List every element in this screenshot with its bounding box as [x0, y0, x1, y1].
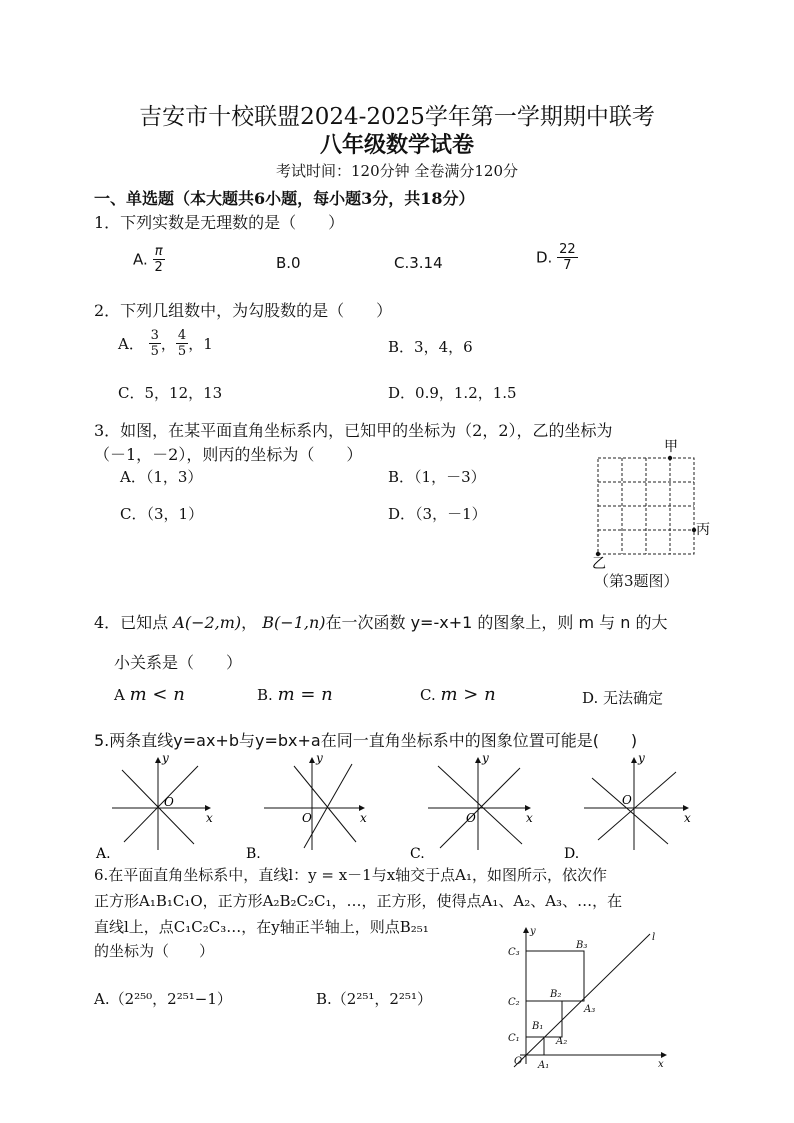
q4-option-b — [257, 684, 333, 705]
q5-b-origin: O — [302, 811, 312, 825]
q5-a-y-label: y — [162, 752, 169, 765]
q2-option-d: D．0.9，1.2，1.5 — [388, 384, 517, 402]
q6-label-a3: A₃ — [584, 1004, 596, 1015]
q6-stem-line3: 直线l上，点C₁C₂C₃…，在y轴正半轴上，则点B₂₅₁ — [94, 918, 429, 936]
q5-graph-d — [584, 758, 688, 850]
q6-option-b: B.（2²⁵¹，2²⁵¹） — [316, 990, 432, 1008]
q4-a-expr: m < n — [129, 684, 185, 705]
q3-grid — [598, 458, 694, 554]
q6-label-y: y — [530, 926, 536, 937]
q2-option-c: C．5，12，13 — [118, 384, 223, 402]
q2-a-d1: 5 — [150, 344, 159, 359]
q6-label-l: l — [652, 932, 656, 943]
q6-label-c2: C₂ — [508, 997, 520, 1008]
q1-option-a — [133, 244, 165, 275]
q4-stem-line2: 小关系是（ ） — [114, 653, 243, 672]
q6-stem-line1: 6.在平面直角坐标系中，直线l：y = x－1与x轴交于点A₁，如图所示，依次作 — [94, 866, 607, 884]
q3-point-jia — [668, 456, 672, 460]
q1-a-num: π — [153, 244, 165, 260]
q2-a-frac1 — [149, 328, 161, 359]
q4-option-c — [420, 684, 496, 705]
q2-a-d2: 5 — [177, 344, 187, 359]
q1-option-b: B.0 — [276, 254, 301, 272]
q5-label-a: A. — [96, 846, 111, 862]
q4-a-label: A — [114, 686, 125, 704]
q2-stem: 2．下列几组数中，为勾股数的是（ ） — [94, 301, 393, 320]
q4-c-label: C. — [420, 686, 436, 704]
q5-graph-c — [428, 758, 530, 850]
q3-option-c: C．（3，1） — [120, 505, 204, 523]
q5-a-x-label: x — [206, 811, 213, 825]
q2-a-frac2 — [176, 328, 188, 359]
q6-label-a1: A₁ — [538, 1060, 550, 1070]
q4-c-expr: m > n — [440, 684, 496, 705]
q5-graph-a — [112, 758, 210, 850]
q3-option-b: B．（1，－3） — [388, 468, 486, 486]
q2-a-sep: ， — [160, 335, 176, 353]
q3-figure-caption: （第3题图） — [594, 572, 679, 590]
q4-stem-line1 — [94, 610, 667, 633]
q1-a-fraction — [153, 244, 165, 275]
q6-label-b3: B₃ — [576, 940, 588, 951]
q4-option-a — [114, 684, 185, 705]
q1-option-c: C.3.14 — [394, 254, 443, 272]
q3-label-jia: 甲 — [664, 439, 678, 455]
q3-stem-line1: 3．如图，在某平面直角坐标系内，已知甲的坐标为（2，2），乙的坐标为 — [94, 421, 613, 440]
q6-label-b1: B₁ — [532, 1021, 544, 1032]
q1-option-d — [536, 242, 578, 273]
q4-point-a: A(−2,m) — [173, 613, 242, 632]
q3-grid-figure — [588, 434, 718, 570]
q5-c-x-label: x — [526, 811, 533, 825]
q3-label-yi: 乙 — [592, 556, 606, 570]
q6-stem-line4: 的坐标为（ ） — [94, 942, 215, 960]
q6-label-b2: B₂ — [550, 989, 562, 1000]
q6-option-a: A.（2²⁵⁰，2²⁵¹−1） — [94, 990, 232, 1008]
q4-point-b: B(−1,n) — [262, 613, 326, 632]
q1-stem: 1．下列实数是无理数的是（ ） — [94, 213, 345, 232]
q5-d-origin: O — [622, 793, 632, 807]
q5-a-origin: O — [164, 795, 174, 809]
q4-sep: ， — [241, 613, 258, 632]
q4-b-expr: m = n — [277, 684, 333, 705]
q3-stem-line2: （－1，－2），则丙的坐标为（ ） — [94, 445, 363, 464]
q5-stem: 5.两条直线y=ax+b与y=bx+a在同一直角坐标系中的图象位置可能是( ) — [94, 731, 638, 750]
q2-a-tail: ，1 — [188, 335, 213, 353]
q6-label-x: x — [658, 1059, 664, 1070]
q6-axes — [520, 928, 666, 1064]
q6-figure — [506, 924, 674, 1070]
q6-label-c1: C₁ — [508, 1033, 520, 1044]
exam-info: 考试时间：120分钟 全卷满分120分 — [275, 162, 519, 180]
q5-label-b: B. — [246, 846, 261, 862]
q6-label-c3: C₃ — [508, 947, 520, 958]
q5-c-origin: O — [466, 811, 476, 825]
q1-d-fraction — [557, 242, 578, 273]
q4-option-d: D. 无法确定 — [582, 689, 664, 707]
q4-stem-b: 在一次函数 y=-x+1 的图象上，则 m 与 n 的大 — [325, 613, 668, 632]
q2-option-a — [118, 328, 213, 359]
q4-b-label: B. — [257, 686, 273, 704]
q5-label-c: C. — [410, 846, 425, 862]
q5-d-x-label: x — [684, 811, 691, 825]
q2-option-b: B．3，4，6 — [388, 338, 473, 356]
q5-graphs — [94, 752, 704, 862]
q1-a-label: A. — [133, 250, 148, 269]
exam-title: 吉安市十校联盟2024-2025学年第一学期期中联考 — [139, 104, 655, 130]
q6-stem-line2: 正方形A₁B₁C₁O，正方形A₂B₂C₂C₁，…，正方形，使得点A₁、A₂、A₃、…，在 — [94, 892, 623, 910]
q2-a-n2: 4 — [177, 328, 187, 343]
q5-graph-b — [264, 758, 364, 850]
q6-squares — [526, 951, 584, 1055]
q1-d-den: 7 — [563, 258, 572, 273]
q6-label-o: O — [514, 1056, 523, 1067]
q1-d-num: 22 — [559, 242, 576, 257]
q5-b-x-label: x — [360, 811, 367, 825]
q4-stem-a: 4．已知点 — [94, 613, 169, 632]
q1-a-den: 2 — [154, 260, 163, 275]
q5-b-y-label: y — [316, 752, 323, 765]
q5-c-y-label: y — [482, 752, 489, 765]
q2-a-n1: 3 — [150, 328, 159, 343]
q2-a-label: A． — [118, 335, 144, 353]
q6-label-a2: A₂ — [556, 1036, 568, 1047]
q5-label-d: D. — [564, 846, 580, 862]
q3-option-a: A．（1，3） — [120, 468, 203, 486]
q3-option-d: D．（3，－1） — [388, 505, 487, 523]
q5-d-y-label: y — [638, 752, 645, 765]
exam-subtitle: 八年级数学试卷 — [319, 132, 474, 158]
section-heading: 一、单选题（本大题共6小题，每小题3分，共18分） — [94, 189, 475, 208]
q1-d-label: D. — [536, 248, 553, 267]
q3-label-bing: 丙 — [696, 522, 710, 538]
